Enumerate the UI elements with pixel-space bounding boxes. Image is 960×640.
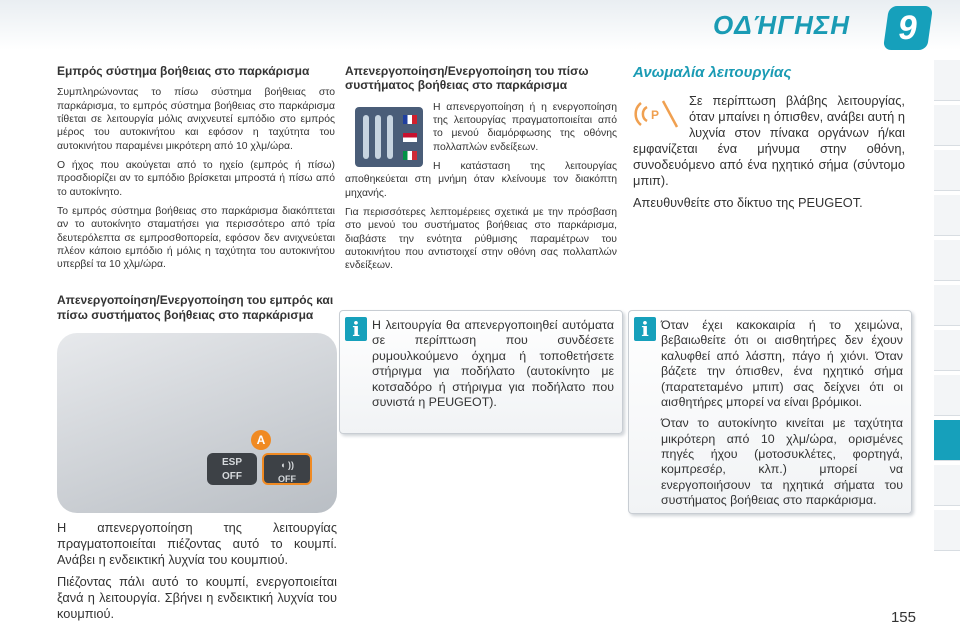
- chapter-badge: 9: [883, 6, 933, 50]
- info-text: Η λειτουργία θα απενεργοποιηθεί αυτόματα σε περίπτωση που συνδέσετε ρυμουλκούμενο όχημα ή τοποθετήσετε στήριγμα για ποδήλατο (αυτοκίνητο με κοτσαδόρο ή στήριγμα για ποδήλατο που συνιστά η PEUGEOT).: [372, 318, 614, 409]
- parking-aid-off-button: [262, 453, 312, 485]
- button-instructions: [57, 520, 337, 628]
- chapter-tab[interactable]: [934, 465, 960, 506]
- info-text-group: [661, 318, 903, 509]
- paragraph: Ο ήχος που ακούγεται από το ηχείο (εμπρός ή πίσω) προσδιορίζει αν το εμπόδιο βρίσκεται μπροστά ή πίσω από το αυτοκίνητο.: [57, 159, 335, 198]
- info-icon: i: [345, 317, 367, 341]
- chapter-tab[interactable]: [934, 60, 960, 101]
- chapter-tab[interactable]: [934, 240, 960, 281]
- paragraph: Το εμπρός σύστημα βοήθειας στο παρκάρισμα διακόπτεται αν το αυτοκίνητο σταματήσει για περισσότερο από τρία δευτερόλεπτα σε εμπροσθοπορεία, εφόσον δεν ανιχνεύεται πλέον κάποιο εμπόδιο ή μόλις η ταχύτητα του αυτοκινήτου υπερβεί τα 10 χλμ/ώρα.: [57, 205, 335, 271]
- paragraph: Σε περίπτωση βλάβης λειτουργίας, όταν μπαίνει η όπισθεν, ανάβει αυτή η λυχνία στον πίνακα οργάνων ή/και εμφανίζεται ένα μήνυμα στην οθόνη, συνοδευόμενο από ένα ηχητικό σήμα (σύντομο μπιπ).: [633, 93, 905, 188]
- flag-icon: [403, 115, 417, 124]
- info-box-trailer: [339, 310, 623, 434]
- chapter-tabs: [934, 60, 960, 620]
- info-icon: i: [634, 317, 656, 341]
- off-label: OFF: [278, 474, 296, 484]
- front-parking-section: [57, 64, 335, 330]
- page-number: 155: [890, 609, 916, 626]
- flag-icon: [403, 151, 417, 160]
- subsection-title: Απενεργοποίηση/Ενεργοποίηση του εμπρός και πίσω συστήματος βοήθειας στο παρκάρισμα: [57, 293, 334, 322]
- section-title: Εμπρός σύστημα βοήθειας στο παρκάρισμα: [57, 64, 310, 78]
- rear-parking-section: [345, 64, 617, 279]
- parking-sensor-icon: ◖ )): [280, 460, 294, 470]
- chapter-tab[interactable]: [934, 150, 960, 191]
- paragraph: Για περισσότερες λεπτομέρειες σχετικά με την πρόσβαση στο μενού του συστήματος βοήθειας στο παρκάρισμα, διαβάστε την ενότητα ρύθμισης παραμέτρων του αυτοκινήτου που αντιστοιχεί στην οθόνη σας πολλαπλών ενδείξεων.: [345, 206, 617, 272]
- flag-icon: [403, 133, 417, 142]
- paragraph: Η απενεργοποίηση ή η ενεργοποίηση της λειτουργίας πραγματοποιείται από το μενού διαμόρφωσης της οθόνης πολλαπλών ενδείξεων.: [433, 101, 617, 153]
- paragraph: Απευθυνθείτε στο δίκτυο της PEUGEOT.: [633, 194, 863, 210]
- chapter-tab[interactable]: [934, 105, 960, 146]
- paragraph: Όταν έχει κακοκαιρία ή το χειμώνα, βεβαιωθείτε ότι οι αισθητήρες δεν έχουν καλυφθεί από λάσπη, πάγο ή χιόνι. Όταν βάζετε την όπισθεν, ένα ηχητικό σήμα (παρατεταμένο μπιπ) σας δείχνει ότι οι αισθητήρες μπορεί να είναι βρόμικοι.: [661, 318, 903, 409]
- chapter-tab[interactable]: [934, 330, 960, 371]
- chapter-tab[interactable]: [934, 285, 960, 326]
- paragraph: Πιέζοντας πάλι αυτό το κουμπί, ενεργοποιείται ξανά η λειτουργία. Σβήνει η ενδεικτική λυχνία του κουμπιού.: [57, 573, 337, 621]
- info-box-weather: [628, 310, 912, 514]
- section-title: Ανωμαλία λειτουργίας: [633, 64, 792, 81]
- malfunction-section: [633, 64, 905, 217]
- chapter-tab[interactable]: [934, 375, 960, 416]
- parking-fault-icon: [633, 95, 681, 133]
- off-label: OFF: [222, 471, 242, 482]
- paragraph: Συμπληρώνοντας το πίσω σύστημα βοήθειας στο παρκάρισμα, το εμπρός σύστημα βοήθειας στο παρκάρισμα τίθεται σε λειτουργία μόλις ανιχνευτεί εμπόδιο στο εμπρός μέρος του αυτοκινήτου και εφόσον η ταχύτητα του αυτοκινήτου παραμένει μικρότερη από 10 χλμ/ώρα.: [57, 87, 335, 152]
- page-title: ΟΔΉΓΗΣΗ: [713, 10, 850, 40]
- paragraph: Η απενεργοποίηση της λειτουργίας πραγματοποιείται πιέζοντας αυτό το κουμπί. Ανάβει η ενδεικτική λυχνία του κουμπιού.: [57, 520, 337, 567]
- chapter-tab[interactable]: [934, 195, 960, 236]
- dashboard-panel-illustration: [57, 333, 337, 513]
- paragraph: Η κατάσταση της λειτουργίας αποθηκεύεται στη μνήμη όταν κλείνουμε τον διακόπτη μηχανής.: [345, 161, 617, 199]
- callout-label: A: [251, 430, 271, 450]
- chapter-tab-active[interactable]: [934, 420, 960, 461]
- esp-off-button: [207, 453, 257, 485]
- esp-label: ESP: [221, 457, 242, 468]
- section-title: Απενεργοποίηση/Ενεργοποίηση του πίσω συστήματος βοήθειας στο παρκάρισμα: [345, 64, 589, 93]
- paragraph: Όταν το αυτοκίνητο κινείται με ταχύτητα μικρότερη από 10 χλμ/ώρα, ορισμένες πηγές ήχου (μοτοσυκλέτες, φορτηγά, κομπρεσέρ, κλπ.) μπορεί να ενεργοποιήσουν τα ηχητικά σήματα του συστήματος βοήθειας στο παρκάρισμα.: [661, 416, 903, 508]
- svg-text:P: P: [651, 108, 660, 122]
- settings-menu-icon: [355, 107, 423, 167]
- chapter-tab[interactable]: [934, 510, 960, 551]
